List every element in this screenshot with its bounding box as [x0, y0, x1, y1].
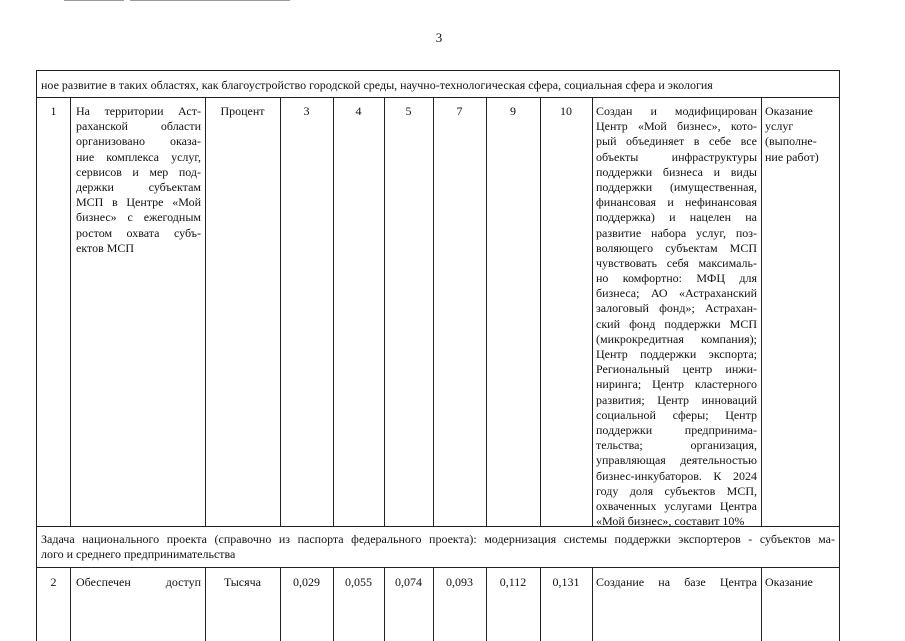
- column-divider: [205, 97, 206, 526]
- value-cell: 5: [405, 104, 412, 118]
- column-divider: [486, 97, 487, 526]
- value-cell: 0,074: [395, 575, 422, 589]
- activity-type-line: Оказание: [765, 104, 813, 118]
- column-divider: [592, 567, 593, 641]
- indicator-line: бизнес» с ежегодным: [76, 210, 201, 225]
- value-cell: 0,131: [552, 575, 580, 589]
- description-line: поддержки бизнеса и виды: [596, 164, 757, 179]
- description-line: социальной сферы; Центр: [596, 407, 757, 422]
- value-cell: 7: [456, 104, 463, 118]
- description-line: «Мой бизнес», составит 10%: [596, 514, 745, 529]
- unit-cell: Тысяча: [223, 575, 261, 589]
- activity-type-line: (выполне-: [765, 134, 817, 149]
- description-line: охваченных услугами Центра: [596, 498, 757, 513]
- activity-type-line: ние работ): [765, 149, 819, 164]
- indicator-text: [76, 575, 201, 590]
- value-cell: 3: [303, 104, 310, 118]
- column-divider: [70, 567, 71, 641]
- value-cell: 9: [510, 104, 516, 118]
- description-line: рый объединяет в себе все: [596, 134, 757, 149]
- description-line: ский фонд поддержки МСП: [596, 316, 757, 331]
- page-number: 3: [435, 30, 443, 45]
- description-text: [596, 575, 757, 590]
- column-divider: [280, 97, 281, 526]
- indicator-line: На территории Аст-: [76, 104, 201, 118]
- column-divider: [761, 567, 762, 641]
- row-divider: [37, 97, 839, 98]
- description-text: [596, 104, 757, 529]
- indicator-line: организовано оказа-: [76, 134, 201, 149]
- indicator-line: сервисов и мер под-: [76, 164, 201, 179]
- activity-type-text: [765, 104, 837, 165]
- column-divider: [333, 97, 334, 526]
- description-line: Центр «Мой бизнес», кото-: [596, 119, 757, 134]
- description-line: но комфортно: МФЦ для: [596, 271, 757, 286]
- description-line: бизнес-инкубаторов. К 2024: [596, 468, 757, 483]
- indicator-line: ростом охвата субъ-: [76, 225, 201, 240]
- row-divider: [37, 526, 839, 527]
- description-line: поддержки (имущественная,: [596, 179, 757, 194]
- continuation-header: ное развитие в таких областях, как благоустройство городской среды, научно-технологическая сфера, социальная сфера и экология: [41, 78, 713, 92]
- description-line: поддержка) и нацелен на: [596, 210, 757, 225]
- task-line: лого и среднего предпринимательства: [41, 547, 236, 562]
- column-divider: [592, 97, 593, 526]
- activity-type-text: [765, 575, 837, 590]
- column-divider: [433, 97, 434, 526]
- indicator-line: раханской области: [76, 119, 201, 134]
- value-cell: 0,055: [345, 575, 372, 589]
- description-line: Центр поддержки экспорта;: [596, 347, 757, 361]
- value-cell: 0,112: [499, 575, 527, 589]
- description-line: чувствовать себя максималь-: [596, 255, 757, 270]
- indicator-text: [76, 104, 201, 256]
- description-line: залоговый фонд»; Астрахан-: [596, 301, 757, 316]
- indicator-line: Обеспечен доступ: [76, 575, 201, 589]
- description-line: тельства; организация,: [596, 438, 757, 453]
- description-line: году доля субъектов МСП,: [596, 483, 757, 498]
- indicator-line: держки субъектам: [76, 179, 201, 194]
- description-line: (микрокредитная компания);: [596, 331, 757, 346]
- column-divider: [384, 97, 385, 526]
- description-line: объекты инфраструктуры: [596, 149, 757, 164]
- task-line: Задача национального проекта (справочно из паспорта федерального проекта): модернизация системы поддержки экспортеров - субъектов ма-: [41, 532, 835, 546]
- activity-type-line: Оказание: [765, 575, 813, 589]
- description-line: ниринга; Центр кластерного: [596, 377, 757, 392]
- value-cell: 0,093: [446, 575, 473, 589]
- column-divider: [761, 97, 762, 526]
- description-line: бизнеса; АО «Астраханский: [596, 286, 757, 301]
- description-line: управляющая деятельностью: [596, 453, 757, 468]
- description-line: Региональный центр инжи-: [596, 362, 757, 377]
- description-line: финансовая и нефинансовая: [596, 195, 757, 210]
- national-project-task: [41, 532, 835, 562]
- indicator-line: МСП в Центре «Мой: [76, 195, 201, 210]
- column-divider: [540, 97, 541, 526]
- value-cell: 0,029: [293, 575, 320, 589]
- column-divider: [70, 97, 71, 526]
- scan-artifact-line: [64, 0, 124, 1]
- value-cell: 4: [355, 104, 362, 118]
- indicator-line: ние комплекса услуг,: [76, 149, 201, 164]
- row-divider: [37, 567, 839, 568]
- indicators-table: [36, 70, 840, 641]
- description-line: воляющего субъектам МСП: [596, 240, 757, 255]
- description-line: развития; Центр инноваций: [596, 392, 757, 407]
- description-line: Создание на базе Центра: [596, 575, 757, 589]
- description-line: Создан и модифицирован: [596, 104, 757, 118]
- value-cell: 10: [560, 104, 572, 118]
- activity-type-line: услуг: [765, 119, 794, 134]
- row-number: 2: [50, 575, 57, 589]
- description-line: поддержки предпринима-: [596, 422, 757, 437]
- unit-cell: Процент: [220, 104, 265, 118]
- description-line: развитие набора услуг, поз-: [596, 225, 757, 240]
- scan-artifact-line: [130, 0, 290, 1]
- indicator-line: ектов МСП: [76, 240, 135, 255]
- row-number: 1: [50, 104, 57, 118]
